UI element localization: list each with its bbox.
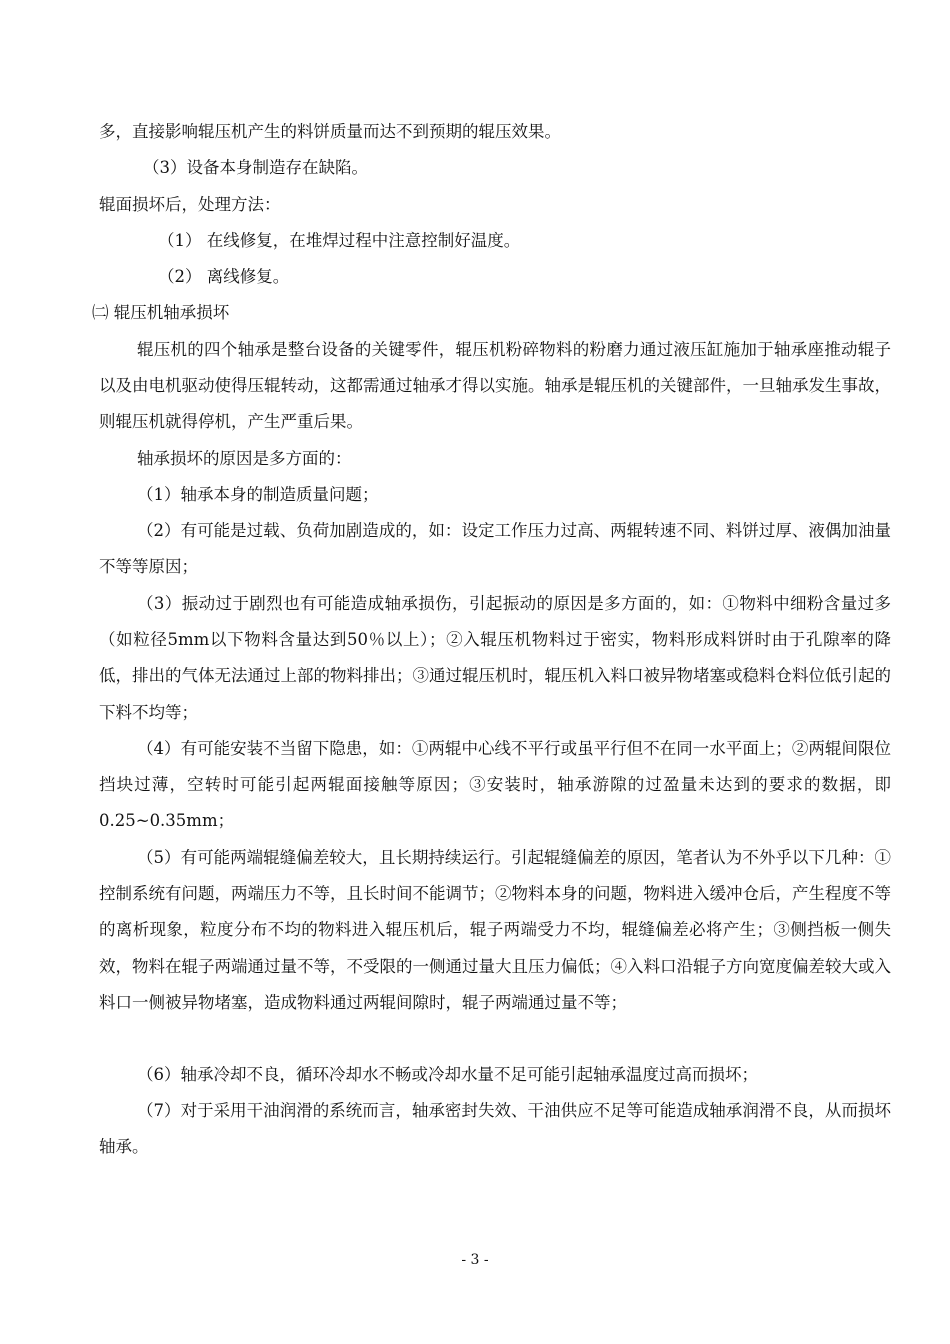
paragraph-bearing-intro: 辊压机的四个轴承是整台设备的关键零件，辊压机粉碎物料的粉磨力通过液压缸施加于轴承座推动辊子以及由电机驱动使得压辊转动，这都需通过轴承才得以实施。轴承是辊压机的关键部件，一旦轴承发生事故，则辊压机就得停机，产生严重后果。 [99, 340, 891, 432]
paragraph-cause-1: （1）轴承本身的制造质量问题； [137, 485, 379, 504]
paragraph-cause-2: （2）有可能是过载、负荷加剧造成的，如：设定工作压力过高、两辊转速不同、料饼过厚、液偶加油量不等等原因； [99, 521, 891, 577]
continuation-line: 多，直接影响辊压机产生的料饼质量而达不到预期的辊压效果。 [99, 122, 561, 141]
list-item-offline-repair: （2） 离线修复。 [158, 267, 290, 286]
list-item-defect: （3）设备本身制造存在缺陷。 [143, 158, 368, 177]
section-heading: ㈡ 辊压机轴承损坏 [92, 303, 230, 322]
paragraph-causes-lead: 轴承损坏的原因是多方面的： [137, 449, 352, 468]
paragraph-cause-7: （7）对于采用干油润滑的系统而言，轴承密封失效、干油供应不足等可能造成轴承润滑不良，从而损坏轴承。 [99, 1101, 891, 1157]
section-lead: 辊面损坏后，处理方法： [99, 195, 281, 214]
list-item-online-repair: （1） 在线修复，在堆焊过程中注意控制好温度。 [158, 231, 521, 250]
paragraph-cause-4: （4）有可能安装不当留下隐患，如：①两辊中心线不平行或虽平行但不在同一水平面上；②两辊间限位挡块过薄，空转时可能引起两辊面接触等原因；③安装时，轴承游隙的过盈量未达到的要求的数据，即0.25~0.35mm； [99, 739, 891, 831]
paragraph-cause-5: （5）有可能两端辊缝偏差较大，且长期持续运行。引起辊缝偏差的原因，笔者认为不外乎以下几种：①控制系统有问题，两端压力不等，且长时间不能调节；②物料本身的问题，物料进入缓冲仓后，产生程度不等的离析现象，粒度分布不均的物料进入辊压机后，辊子两端受力不均，辊缝偏差必将产生；③侧挡板一侧失效，物料在辊子两端通过量不等，不受限的一侧通过量大且压力偏低；④入料口沿辊子方向宽度偏差较大或入料口一侧被异物堵塞，造成物料通过两辊间隙时，辊子两端通过量不等； [99, 848, 891, 1012]
paragraph-cause-6: （6）轴承冷却不良，循环冷却水不畅或冷却水量不足可能引起轴承温度过高而损坏； [137, 1065, 758, 1084]
paragraph-cause-3: （3）振动过于剧烈也有可能造成轴承损伤，引起振动的原因是多方面的，如：①物料中细粉含量过多（如粒径5mm以下物料含量达到50％以上）；②入辊压机物料过于密实，物料形成料饼时由于孔隙率的降低，排出的气体无法通过上部的物料排出；③通过辊压机时，辊压机入料口被异物堵塞或稳料仓料位低引起的下料不均等； [99, 594, 891, 722]
page-number: - 3 - [461, 1252, 489, 1268]
